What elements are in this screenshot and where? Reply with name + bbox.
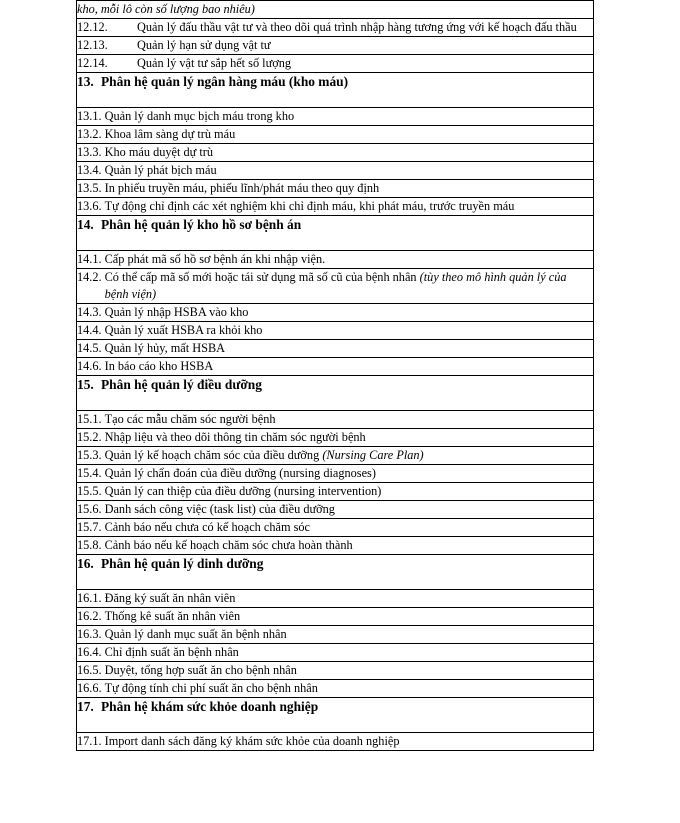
list-item	[77, 626, 593, 643]
item-label: Cấp phát mã số hồ sơ bệnh án khi nhập viện.	[104, 252, 326, 266]
item-label: Quản lý hủy, mất HSBA	[104, 341, 226, 355]
item-text	[105, 180, 593, 197]
section-number: 16.	[77, 556, 94, 571]
list-item	[77, 198, 593, 215]
item-cell	[77, 144, 594, 162]
item-text	[105, 144, 593, 161]
table-row	[77, 411, 594, 429]
table-row	[77, 108, 594, 126]
item-number: 13.2.	[77, 127, 102, 141]
table-row	[77, 19, 594, 37]
list-item	[77, 251, 593, 268]
item-number: 16.1.	[77, 591, 102, 605]
item-number: 13.3.	[77, 145, 102, 159]
table-row	[77, 429, 594, 447]
list-item	[77, 537, 593, 554]
list-item	[77, 680, 593, 697]
item-text	[105, 429, 593, 446]
item-cell	[77, 180, 594, 198]
item-cell	[77, 465, 594, 483]
section-header-row	[77, 698, 594, 733]
table-row	[77, 198, 594, 216]
item-label: Kho máu duyệt dự trù	[104, 145, 214, 159]
continuation-row	[77, 1, 594, 19]
list-item	[77, 269, 593, 303]
item-number: 15.1.	[77, 412, 102, 426]
section-header-cell	[77, 376, 594, 411]
item-cell	[77, 626, 594, 644]
item-text	[105, 126, 593, 143]
item-cell	[77, 358, 594, 376]
item-label: Tự động tính chi phí suất ăn cho bệnh nhân	[104, 681, 318, 695]
item-cell	[77, 19, 594, 37]
table-row	[77, 340, 594, 358]
section-header-row	[77, 376, 594, 411]
item-number: 14.2.	[77, 270, 102, 284]
item-text	[105, 198, 593, 215]
item-number: 15.6.	[77, 502, 102, 516]
table-row	[77, 608, 594, 626]
list-item	[77, 340, 593, 357]
item-number: 13.6.	[77, 199, 102, 213]
item-text	[105, 358, 593, 375]
list-item	[77, 644, 593, 661]
item-number: 15.5.	[77, 484, 102, 498]
item-cell	[77, 680, 594, 698]
item-text	[105, 519, 593, 536]
list-item	[77, 608, 593, 625]
item-label: Quản lý nhập HSBA vào kho	[104, 305, 249, 319]
table-row	[77, 358, 594, 376]
item-number: 14.3.	[77, 305, 102, 319]
section-number: 13.	[77, 74, 94, 89]
item-text	[105, 501, 593, 518]
section-header-row	[77, 73, 594, 108]
section-number: 15.	[77, 377, 94, 392]
section-header-row	[77, 555, 594, 590]
table-row	[77, 662, 594, 680]
table-row	[77, 519, 594, 537]
continuation-cell	[77, 1, 594, 19]
item-cell	[77, 108, 594, 126]
item-text	[105, 340, 593, 357]
item-label: Duyệt, tổng hợp suất ăn cho bệnh nhân	[104, 663, 297, 677]
item-cell	[77, 162, 594, 180]
item-number: 12.12.	[77, 20, 108, 34]
item-cell	[77, 733, 594, 751]
item-number: 14.1.	[77, 252, 102, 266]
item-text	[137, 37, 593, 54]
list-item	[77, 126, 593, 143]
item-cell	[77, 251, 594, 269]
table-body	[77, 1, 594, 751]
item-number: 13.5.	[77, 181, 102, 195]
item-number: 15.2.	[77, 430, 102, 444]
item-text	[105, 733, 593, 750]
list-item	[77, 162, 593, 179]
item-text	[105, 608, 593, 625]
table-row	[77, 626, 594, 644]
section-title: Phân hệ quản lý điều dưỡng	[101, 377, 262, 392]
item-cell	[77, 411, 594, 429]
item-label: Cảnh báo nếu kế hoạch chăm sóc chưa hoàn thành	[104, 538, 353, 552]
section-header-cell	[77, 73, 594, 108]
section-header-cell	[77, 555, 594, 590]
list-item	[77, 733, 593, 750]
item-note: (Nursing Care Plan)	[322, 448, 424, 462]
list-item	[77, 180, 593, 197]
item-text	[137, 55, 593, 72]
item-label: Quản lý phát bịch máu	[104, 163, 217, 177]
item-cell	[77, 322, 594, 340]
item-label: Quản lý xuất HSBA ra khỏi kho	[104, 323, 263, 337]
table-row	[77, 304, 594, 322]
item-text	[105, 269, 593, 303]
section-header-cell	[77, 216, 594, 251]
item-cell	[77, 501, 594, 519]
item-number: 13.4.	[77, 163, 102, 177]
item-cell	[77, 126, 594, 144]
item-label: Có thể cấp mã số mới hoặc tái sử dụng mã số cũ của bệnh nhân	[104, 270, 417, 284]
table-row	[77, 322, 594, 340]
table-row	[77, 251, 594, 269]
list-item	[77, 662, 593, 679]
item-cell	[77, 304, 594, 322]
table-row	[77, 269, 594, 304]
item-text	[105, 537, 593, 554]
item-number: 15.3.	[77, 448, 102, 462]
item-cell	[77, 55, 594, 73]
item-label: Thống kê suất ăn nhân viên	[104, 609, 241, 623]
section-header-cell	[77, 698, 594, 733]
section-title: Phân hệ quản lý dinh dưỡng	[101, 556, 264, 571]
item-label: Khoa lâm sàng dự trù máu	[104, 127, 236, 141]
section-header-row	[77, 216, 594, 251]
table-row	[77, 680, 594, 698]
table-row	[77, 537, 594, 555]
section-heading	[77, 216, 593, 233]
item-number: 15.4.	[77, 466, 102, 480]
item-number: 16.5.	[77, 663, 102, 677]
table-row	[77, 644, 594, 662]
item-cell	[77, 447, 594, 465]
item-label: Quản lý đấu thầu vật tư và theo dõi quá trình nhập hàng tương ứng với kế hoạch đấu thầu	[137, 20, 577, 34]
item-text	[105, 304, 593, 321]
item-label: Quản lý danh mục bịch máu trong kho	[104, 109, 295, 123]
list-item	[77, 501, 593, 518]
item-number: 12.14.	[77, 56, 108, 70]
list-item	[77, 304, 593, 321]
item-text	[105, 322, 593, 339]
continuation-text: kho, mỗi lô còn số lượng bao nhiêu)	[77, 2, 255, 16]
list-item	[77, 55, 593, 72]
table-row	[77, 126, 594, 144]
section-number: 17.	[77, 699, 94, 714]
item-note: (tùy theo mô hình quản lý của bệnh viện)	[104, 270, 567, 301]
list-item	[77, 144, 593, 161]
item-number: 15.8.	[77, 538, 102, 552]
section-heading	[77, 376, 593, 393]
item-cell	[77, 198, 594, 216]
table-row	[77, 55, 594, 73]
table-row	[77, 37, 594, 55]
section-number: 14.	[77, 217, 94, 232]
table-row	[77, 483, 594, 501]
section-heading	[77, 698, 593, 715]
item-cell	[77, 37, 594, 55]
table-row	[77, 180, 594, 198]
table-row	[77, 465, 594, 483]
item-text	[105, 465, 593, 482]
item-text	[105, 662, 593, 679]
item-cell	[77, 537, 594, 555]
item-text	[105, 626, 593, 643]
item-text	[105, 644, 593, 661]
table-row	[77, 447, 594, 465]
item-label: Tạo các mẫu chăm sóc người bệnh	[104, 412, 276, 426]
item-label: Quản lý hạn sử dụng vật tư	[137, 38, 271, 52]
item-label: Quản lý kế hoạch chăm sóc của điều dưỡng	[104, 448, 320, 462]
item-label: In phiếu truyền máu, phiếu lĩnh/phát máu theo quy định	[104, 181, 380, 195]
item-number: 16.4.	[77, 645, 102, 659]
table-row	[77, 590, 594, 608]
list-item	[77, 108, 593, 125]
item-cell	[77, 519, 594, 537]
list-item	[77, 411, 593, 428]
section-heading	[77, 73, 593, 90]
list-item	[77, 37, 593, 54]
item-label: Quản lý vật tư sắp hết số lượng	[137, 56, 292, 70]
list-item	[77, 429, 593, 446]
item-number: 13.1.	[77, 109, 102, 123]
item-label: Tự động chỉ định các xét nghiệm khi chỉ định máu, khi phát máu, trước truyền máu	[104, 199, 515, 213]
item-label: Danh sách công việc (task list) của điều dưỡng	[104, 502, 335, 516]
item-cell	[77, 590, 594, 608]
item-cell	[77, 608, 594, 626]
item-number: 15.7.	[77, 520, 102, 534]
item-text	[105, 483, 593, 500]
item-cell	[77, 662, 594, 680]
item-number: 16.2.	[77, 609, 102, 623]
table-row	[77, 733, 594, 751]
item-number: 16.6.	[77, 681, 102, 695]
item-number: 12.13.	[77, 38, 108, 52]
item-text	[105, 590, 593, 607]
item-label: Import danh sách đăng ký khám sức khỏe của doanh nghiệp	[104, 734, 400, 748]
item-label: Cảnh báo nếu chưa có kế hoạch chăm sóc	[104, 520, 310, 534]
table-row	[77, 162, 594, 180]
item-cell	[77, 269, 594, 304]
list-item	[77, 19, 593, 36]
item-cell	[77, 483, 594, 501]
item-label: Đăng ký suất ăn nhân viên	[104, 591, 236, 605]
list-item	[77, 483, 593, 500]
item-number: 16.3.	[77, 627, 102, 641]
item-cell	[77, 644, 594, 662]
item-label: Chỉ định suất ăn bệnh nhân	[104, 645, 239, 659]
table-row	[77, 501, 594, 519]
item-cell	[77, 429, 594, 447]
item-text	[137, 19, 593, 36]
item-text	[105, 108, 593, 125]
list-item	[77, 322, 593, 339]
section-title: Phân hệ quản lý kho hồ sơ bệnh án	[101, 217, 302, 232]
item-text	[105, 411, 593, 428]
item-label: Quản lý danh mục suất ăn bệnh nhân	[104, 627, 287, 641]
item-text	[105, 251, 593, 268]
item-label: Quản lý chẩn đoán của điều dưỡng (nursing diagnoses)	[104, 466, 376, 480]
item-text	[105, 680, 593, 697]
list-item	[77, 519, 593, 536]
item-text	[105, 162, 593, 179]
list-item	[77, 590, 593, 607]
item-label: Nhập liệu và theo dõi thông tin chăm sóc người bệnh	[104, 430, 366, 444]
section-title: Phân hệ quản lý ngân hàng máu (kho máu)	[101, 74, 349, 89]
list-item	[77, 358, 593, 375]
item-label: In báo cáo kho HSBA	[104, 359, 214, 373]
table-row	[77, 144, 594, 162]
requirements-table	[76, 0, 594, 751]
item-number: 14.6.	[77, 359, 102, 373]
item-label: Quản lý can thiệp của điều dưỡng (nursing intervention)	[104, 484, 382, 498]
item-number: 17.1.	[77, 734, 102, 748]
list-item	[77, 465, 593, 482]
item-text	[105, 447, 593, 464]
section-heading	[77, 555, 593, 572]
list-item	[77, 447, 593, 464]
item-number: 14.5.	[77, 341, 102, 355]
item-number: 14.4.	[77, 323, 102, 337]
section-title: Phân hệ khám sức khỏe doanh nghiệp	[101, 699, 319, 714]
item-cell	[77, 340, 594, 358]
